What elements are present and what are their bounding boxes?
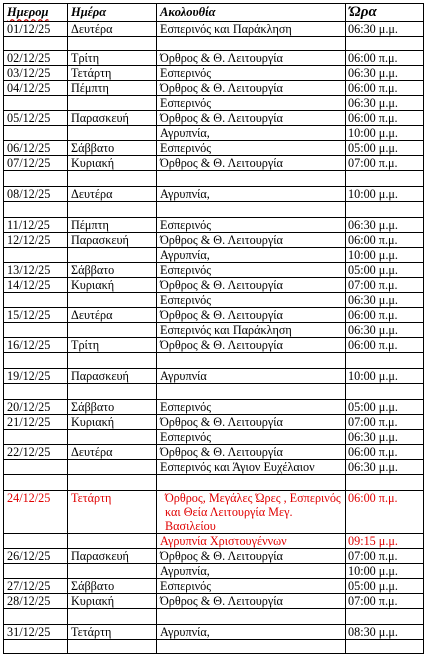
cell-time: 06:00 π.μ. — [346, 81, 424, 96]
cell-date — [4, 564, 68, 579]
cell-date: 16/12/25 — [4, 338, 68, 353]
cell-date — [4, 323, 68, 338]
cell-day: Τετάρτη — [68, 491, 157, 534]
cell-service: Εσπερινός — [157, 430, 346, 445]
cell-time: 06:30 μ.μ. — [346, 323, 424, 338]
cell-service: Όρθρος & Θ. Λειτουργία — [157, 549, 346, 564]
cell-day: Σάββατο — [68, 141, 157, 156]
cell-day: Δευτέρα — [68, 308, 157, 323]
cell-service: Όρθρος, Μεγάλες Ώρες , Εσπερινός και Θεία Λειτουργία Μεγ. Βασιλείου — [157, 491, 346, 534]
cell-day — [68, 384, 157, 400]
table-row — [4, 66, 424, 81]
cell-day: Τετάρτη — [68, 66, 157, 81]
table-row — [4, 263, 424, 278]
cell-day: Τρίτη — [68, 51, 157, 66]
cell-time: 06:00 π.μ. — [346, 491, 424, 534]
cell-time: 06:30 μ.μ. — [346, 430, 424, 445]
table-row — [4, 308, 424, 323]
cell-time: 10:00 μ.μ. — [346, 187, 424, 202]
cell-date: 20/12/25 — [4, 400, 68, 415]
cell-date — [4, 37, 68, 51]
cell-date: 01/12/25 — [4, 22, 68, 37]
table-row — [4, 248, 424, 263]
cell-date: 13/12/25 — [4, 263, 68, 278]
cell-date: 07/12/25 — [4, 156, 68, 171]
cell-day — [68, 126, 157, 141]
table-row — [4, 233, 424, 248]
cell-date: 04/12/25 — [4, 81, 68, 96]
cell-date: 12/12/25 — [4, 233, 68, 248]
cell-time: 06:30 μ.μ. — [346, 293, 424, 308]
cell-day: Σάββατο — [68, 263, 157, 278]
cell-date: 06/12/25 — [4, 141, 68, 156]
cell-day — [68, 609, 157, 625]
table-row — [4, 278, 424, 293]
cell-time: 05:00 μ.μ. — [346, 579, 424, 594]
cell-day: Κυριακή — [68, 156, 157, 171]
cell-date: 02/12/25 — [4, 51, 68, 66]
cell-day — [68, 475, 157, 491]
cell-service: Όρθρος & Θ. Λειτουργία — [157, 594, 346, 609]
cell-time — [346, 37, 424, 51]
cell-day — [68, 202, 157, 218]
table-row — [4, 609, 424, 625]
cell-day — [68, 460, 157, 475]
cell-service: Όρθρος & Θ. Λειτουργία — [157, 415, 346, 430]
cell-day: Δευτέρα — [68, 22, 157, 37]
cell-date: 21/12/25 — [4, 415, 68, 430]
cell-service: Εσπερινός — [157, 218, 346, 233]
cell-service: Αγρυπνία, — [157, 248, 346, 263]
header-row — [4, 4, 424, 22]
cell-date: 28/12/25 — [4, 594, 68, 609]
cell-time: 06:00 π.μ. — [346, 338, 424, 353]
cell-day: Πέμπτη — [68, 218, 157, 233]
cell-service: Εσπερινός — [157, 141, 346, 156]
table-row — [4, 111, 424, 126]
cell-time: 06:30 μ.μ. — [346, 22, 424, 37]
cell-service: Εσπερινός — [157, 579, 346, 594]
cell-date: 22/12/25 — [4, 445, 68, 460]
cell-service: Εσπερινός — [157, 263, 346, 278]
cell-day: Τετάρτη — [68, 625, 157, 640]
table-row — [4, 475, 424, 491]
table-row — [4, 579, 424, 594]
cell-time: 06:00 π.μ. — [346, 308, 424, 323]
cell-time — [346, 202, 424, 218]
cell-date — [4, 126, 68, 141]
cell-time: 07:00 π.μ. — [346, 594, 424, 609]
cell-date: 11/12/25 — [4, 218, 68, 233]
cell-time: 07:00 π.μ. — [346, 278, 424, 293]
cell-day — [68, 37, 157, 51]
cell-day: Κυριακή — [68, 415, 157, 430]
cell-time: 10:00 μ.μ. — [346, 564, 424, 579]
cell-day — [68, 248, 157, 263]
cell-day: Δευτέρα — [68, 187, 157, 202]
cell-date — [4, 475, 68, 491]
cell-service — [157, 640, 346, 654]
cell-time — [346, 475, 424, 491]
cell-time: 06:30 μ.μ. — [346, 460, 424, 475]
header-time: Ώρα — [346, 4, 424, 22]
cell-time: 08:30 μ.μ. — [346, 625, 424, 640]
cell-time: 06:00 π.μ. — [346, 233, 424, 248]
cell-service: Αγρυπνία Χριστουγέννων — [157, 534, 346, 549]
cell-date — [4, 640, 68, 654]
cell-date: 14/12/25 — [4, 278, 68, 293]
cell-service — [157, 475, 346, 491]
cell-time: 07:00 π.μ. — [346, 415, 424, 430]
table-row — [4, 400, 424, 415]
cell-time — [346, 640, 424, 654]
cell-service: Όρθρος & Θ. Λειτουργία — [157, 156, 346, 171]
cell-date — [4, 248, 68, 263]
header-service: Ακολουθία — [157, 4, 346, 22]
table-row — [4, 81, 424, 96]
cell-day — [68, 293, 157, 308]
table-row — [4, 202, 424, 218]
cell-date — [4, 293, 68, 308]
cell-time — [346, 609, 424, 625]
cell-service — [157, 384, 346, 400]
table-row — [4, 594, 424, 609]
cell-day — [68, 323, 157, 338]
cell-service: Εσπερινός — [157, 66, 346, 81]
table-row — [4, 534, 424, 549]
cell-date — [4, 460, 68, 475]
cell-date: 03/12/25 — [4, 66, 68, 81]
cell-day: Κυριακή — [68, 278, 157, 293]
table-row — [4, 218, 424, 233]
cell-date: 08/12/25 — [4, 187, 68, 202]
cell-time: 05:00 μ.μ. — [346, 141, 424, 156]
table-row — [4, 293, 424, 308]
cell-service: Εσπερινός και Άγιον Ευχέλαιον — [157, 460, 346, 475]
table-row — [4, 549, 424, 564]
cell-service — [157, 609, 346, 625]
cell-time — [346, 384, 424, 400]
cell-date — [4, 171, 68, 187]
cell-day: Κυριακή — [68, 594, 157, 609]
cell-service: Όρθρος & Θ. Λειτουργία — [157, 278, 346, 293]
cell-service: Εσπερινός — [157, 400, 346, 415]
cell-day: Πέμπτη — [68, 81, 157, 96]
cell-service: Εσπερινός και Παράκληση — [157, 22, 346, 37]
cell-day: Σάββατο — [68, 400, 157, 415]
cell-date — [4, 353, 68, 369]
cell-time: 05:00 μ.μ. — [346, 400, 424, 415]
cell-time: 10:00 μ.μ. — [346, 126, 424, 141]
cell-day — [68, 430, 157, 445]
cell-service: Αγρυπνία, — [157, 187, 346, 202]
cell-service — [157, 202, 346, 218]
cell-time: 05:00 μ.μ. — [346, 263, 424, 278]
table-row — [4, 96, 424, 111]
cell-day: Σάββατο — [68, 579, 157, 594]
table-row — [4, 22, 424, 37]
cell-date — [4, 96, 68, 111]
cell-time: 06:00 π.μ. — [346, 445, 424, 460]
cell-time: 06:00 π.μ. — [346, 51, 424, 66]
table-row — [4, 171, 424, 187]
table-row — [4, 353, 424, 369]
cell-service: Όρθρος & Θ. Λειτουργία — [157, 308, 346, 323]
cell-day: Δευτέρα — [68, 445, 157, 460]
schedule-table — [3, 3, 424, 654]
cell-service: Εσπερινός — [157, 293, 346, 308]
cell-day: Τρίτη — [68, 338, 157, 353]
cell-date: 24/12/25 — [4, 491, 68, 534]
cell-time: 06:30 μ.μ. — [346, 66, 424, 81]
table-row — [4, 369, 424, 384]
cell-time: 10:00 μ.μ. — [346, 369, 424, 384]
cell-date: 27/12/25 — [4, 579, 68, 594]
cell-day: Παρασκευή — [68, 111, 157, 126]
table-row — [4, 141, 424, 156]
table-row — [4, 156, 424, 171]
table-row — [4, 625, 424, 640]
cell-date: 31/12/25 — [4, 625, 68, 640]
cell-service: Αγρυπνία, — [157, 126, 346, 141]
table-row — [4, 564, 424, 579]
cell-day: Παρασκευή — [68, 233, 157, 248]
table-row — [4, 37, 424, 51]
table-row — [4, 445, 424, 460]
header-day: Ημέρα — [68, 4, 157, 22]
table-row — [4, 640, 424, 654]
cell-day — [68, 534, 157, 549]
cell-day — [68, 640, 157, 654]
cell-service: Όρθρος & Θ. Λειτουργία — [157, 445, 346, 460]
table-row — [4, 430, 424, 445]
cell-service — [157, 353, 346, 369]
cell-day — [68, 564, 157, 579]
cell-day: Παρασκευή — [68, 549, 157, 564]
table-row — [4, 491, 424, 534]
cell-time: 07:00 π.μ. — [346, 549, 424, 564]
cell-date — [4, 534, 68, 549]
table-row — [4, 460, 424, 475]
cell-service: Αγρυπνία, — [157, 625, 346, 640]
table-row — [4, 187, 424, 202]
cell-date — [4, 609, 68, 625]
cell-date: 26/12/25 — [4, 549, 68, 564]
table-row — [4, 338, 424, 353]
cell-date — [4, 430, 68, 445]
cell-service: Εσπερινός και Παράκληση — [157, 323, 346, 338]
cell-service: Όρθρος & Θ. Λειτουργία — [157, 233, 346, 248]
table-row — [4, 51, 424, 66]
cell-day: Παρασκευή — [68, 369, 157, 384]
table-row — [4, 415, 424, 430]
cell-date — [4, 202, 68, 218]
cell-day — [68, 353, 157, 369]
cell-time: 10:00 μ.μ. — [346, 248, 424, 263]
table-row — [4, 126, 424, 141]
cell-date: 05/12/25 — [4, 111, 68, 126]
cell-service: Όρθρος & Θ. Λειτουργία — [157, 81, 346, 96]
cell-day — [68, 171, 157, 187]
cell-time — [346, 353, 424, 369]
cell-time — [346, 171, 424, 187]
table-row — [4, 384, 424, 400]
cell-time: 06:30 μ.μ. — [346, 96, 424, 111]
cell-service: Αγρυπνία, — [157, 564, 346, 579]
cell-day — [68, 96, 157, 111]
cell-time: 09:15 μ.μ. — [346, 534, 424, 549]
cell-service — [157, 171, 346, 187]
cell-date: 19/12/25 — [4, 369, 68, 384]
cell-service: Όρθρος & Θ. Λειτουργία — [157, 111, 346, 126]
schedule-body — [4, 22, 424, 654]
cell-service: Όρθρος & Θ. Λειτουργία — [157, 338, 346, 353]
cell-time: 06:00 π.μ. — [346, 111, 424, 126]
cell-service — [157, 37, 346, 51]
cell-service: Εσπερινός — [157, 96, 346, 111]
cell-service: Όρθρος & Θ. Λειτουργία — [157, 51, 346, 66]
cell-time: 07:00 π.μ. — [346, 156, 424, 171]
cell-date: 15/12/25 — [4, 308, 68, 323]
header-date: Ημερομ — [4, 4, 68, 22]
cell-time: 06:30 μ.μ. — [346, 218, 424, 233]
cell-date — [4, 384, 68, 400]
table-row — [4, 323, 424, 338]
cell-service: Αγρυπνία — [157, 369, 346, 384]
